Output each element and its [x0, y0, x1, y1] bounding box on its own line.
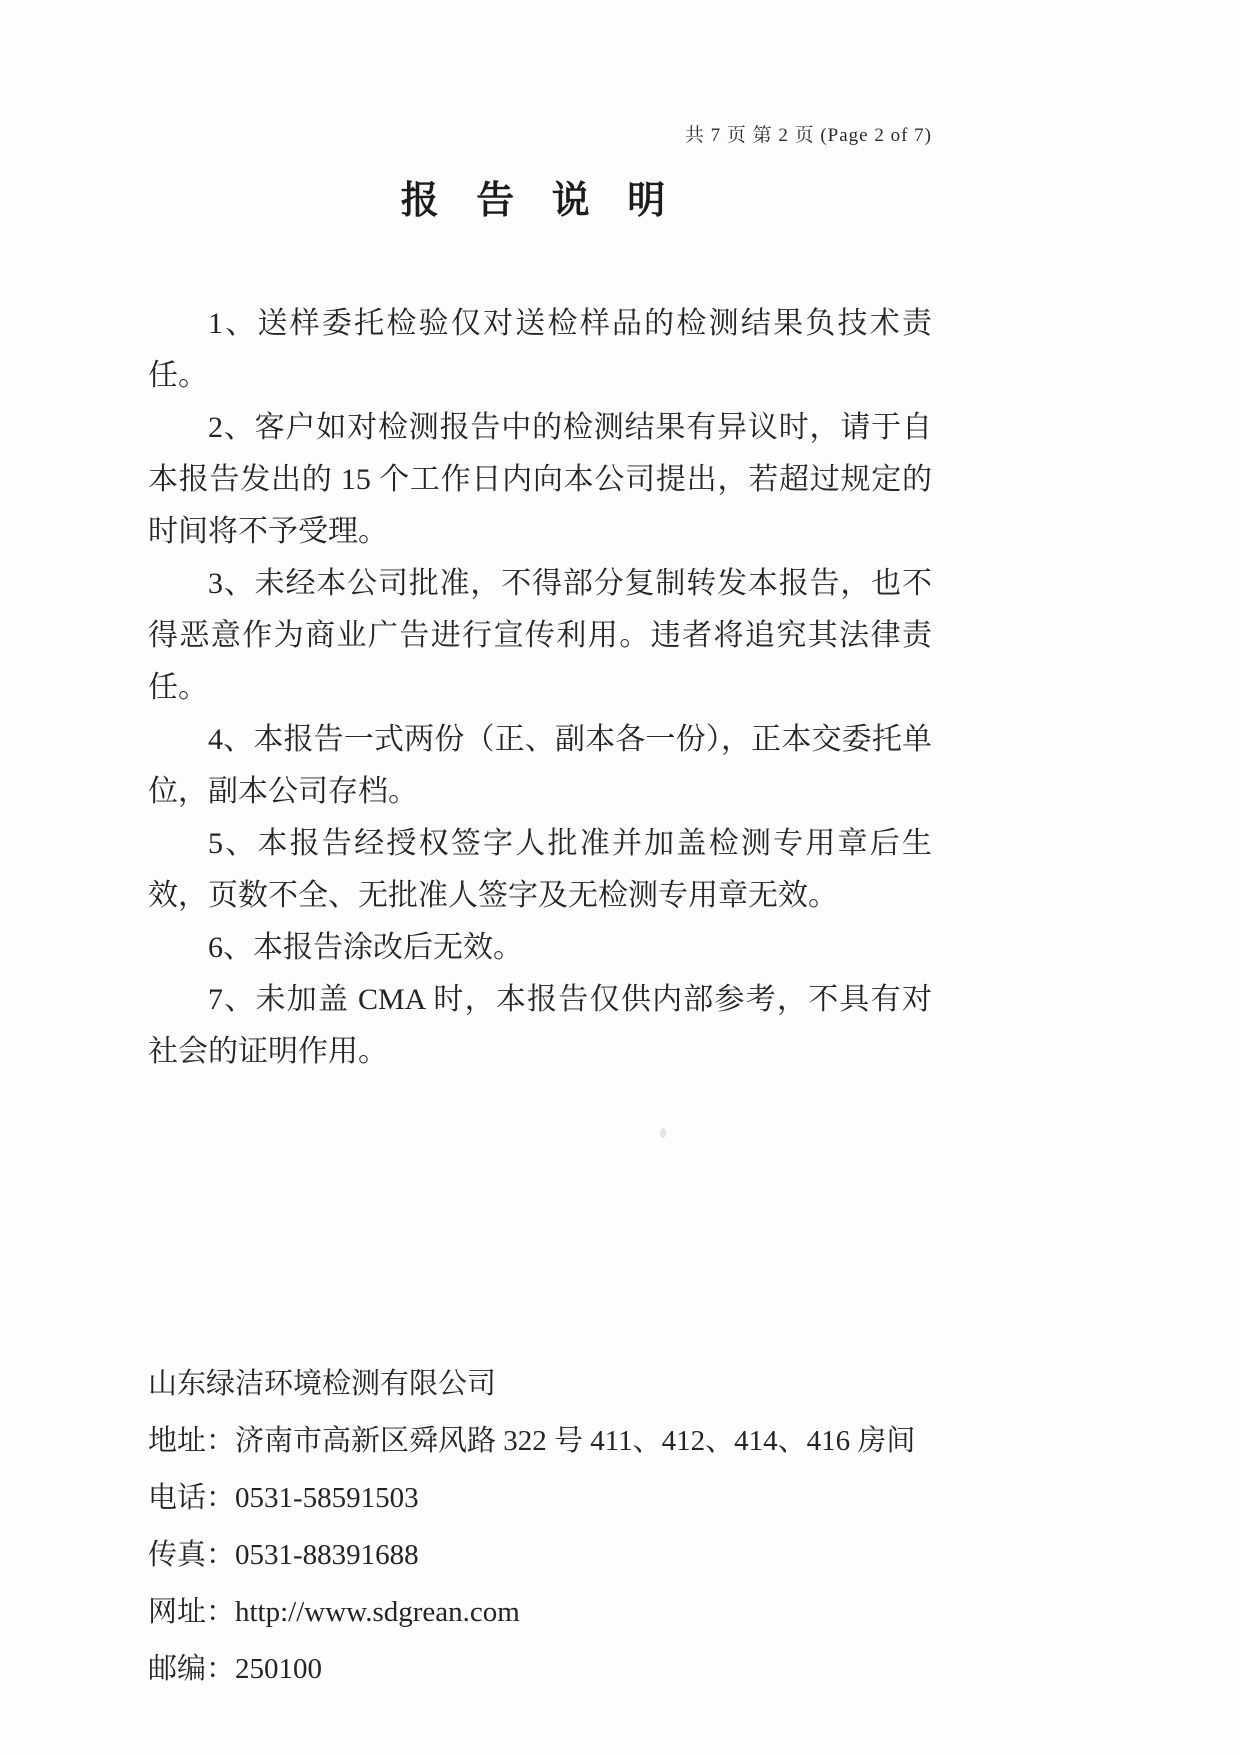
page-number-header: 共 7 页 第 2 页 (Page 2 of 7) [684, 125, 932, 146]
company-name: 山东绿洁环境检测有限公司 [148, 1368, 497, 1400]
note-paragraph-1: 1、送样委托检验仅对送检样品的检测结果负技术责任。 [148, 307, 932, 392]
note-paragraph-5: 5、本报告经授权签字人批准并加盖检测专用章后生效，页数不全、无批准人签字及无检测专用章无效。 [148, 827, 932, 912]
page-title: 报 告 说 明 [400, 180, 680, 222]
company-address: 地址：济南市高新区舜风路 322 号 411、412、414、416 房间 [148, 1425, 916, 1457]
company-phone: 电话：0531-58591503 [148, 1482, 419, 1514]
note-paragraph-2: 2、客户如对检测报告中的检测结果有异议时，请于自本报告发出的 15 个工作日内向本公司提出，若超过规定的时间将不予受理。 [148, 411, 932, 548]
note-paragraph-3: 3、未经本公司批准，不得部分复制转发本报告，也不得恶意作为商业广告进行宣传利用。违者将追究其法律责任。 [148, 567, 932, 704]
note-paragraph-7: 7、未加盖 CMA 时，本报告仅供内部参考，不具有对社会的证明作用。 [148, 983, 932, 1068]
page-content [148, 0, 932, 1698]
note-paragraph-6: 6、本报告涂改后无效。 [208, 931, 523, 964]
company-website: 网址：http://www.sdgrean.com [148, 1596, 520, 1628]
company-info-block [148, 1356, 932, 1698]
company-postcode: 邮编：250100 [148, 1653, 323, 1685]
note-paragraph-4: 4、本报告一式两份（正、副本各一份），正本交委托单位，副本公司存档。 [148, 723, 932, 808]
company-fax: 传真：0531-88391688 [148, 1539, 419, 1571]
report-notes-section [148, 298, 932, 1078]
